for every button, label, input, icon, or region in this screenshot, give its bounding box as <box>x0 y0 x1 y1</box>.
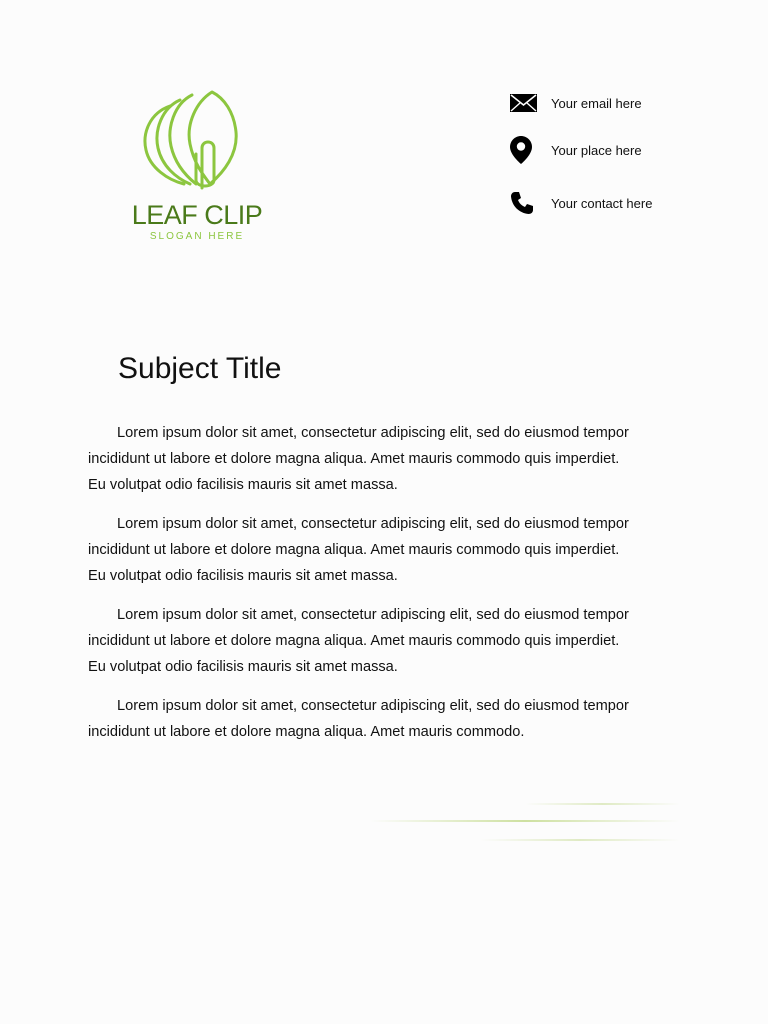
phone-text: Your contact here <box>551 195 653 211</box>
leaf-paperclip-icon <box>140 88 250 198</box>
decorative-lines <box>370 800 690 850</box>
letter-body <box>88 420 633 758</box>
body-paragraph: Lorem ipsum dolor sit amet, consectetur adipiscing elit, sed do eiusmod tempor incididunt ut labore et dolore magna aliqua. Amet mauris commodo. <box>88 698 629 740</box>
subject-title: Subject Title <box>118 352 282 385</box>
contact-phone <box>510 188 652 218</box>
contact-email <box>510 88 642 118</box>
phone-icon <box>510 189 538 217</box>
contact-place <box>510 135 642 165</box>
place-text: Your place here <box>551 142 642 158</box>
body-paragraph: Lorem ipsum dolor sit amet, consectetur adipiscing elit, sed do eiusmod tempor incididunt ut labore et dolore magna aliqua. Amet mauris commodo quis imperdiet. Eu volutpat odio facilisis mauris sit amet massa. <box>88 516 629 584</box>
body-paragraph: Lorem ipsum dolor sit amet, consectetur adipiscing elit, sed do eiusmod tempor incididunt ut labore et dolore magna aliqua. Amet mauris commodo quis imperdiet. Eu volutpat odio facilisis mauris sit amet massa. <box>88 425 629 493</box>
map-pin-icon <box>510 136 538 164</box>
company-logo <box>128 88 268 248</box>
company-name: LEAF CLIP <box>131 200 263 230</box>
email-text: Your email here <box>551 95 642 111</box>
envelope-icon <box>510 89 538 117</box>
body-paragraph: Lorem ipsum dolor sit amet, consectetur adipiscing elit, sed do eiusmod tempor incididunt ut labore et dolore magna aliqua. Amet mauris commodo quis imperdiet. Eu volutpat odio facilisis mauris sit amet massa. <box>88 607 629 675</box>
company-slogan: SLOGAN HERE <box>149 231 245 242</box>
